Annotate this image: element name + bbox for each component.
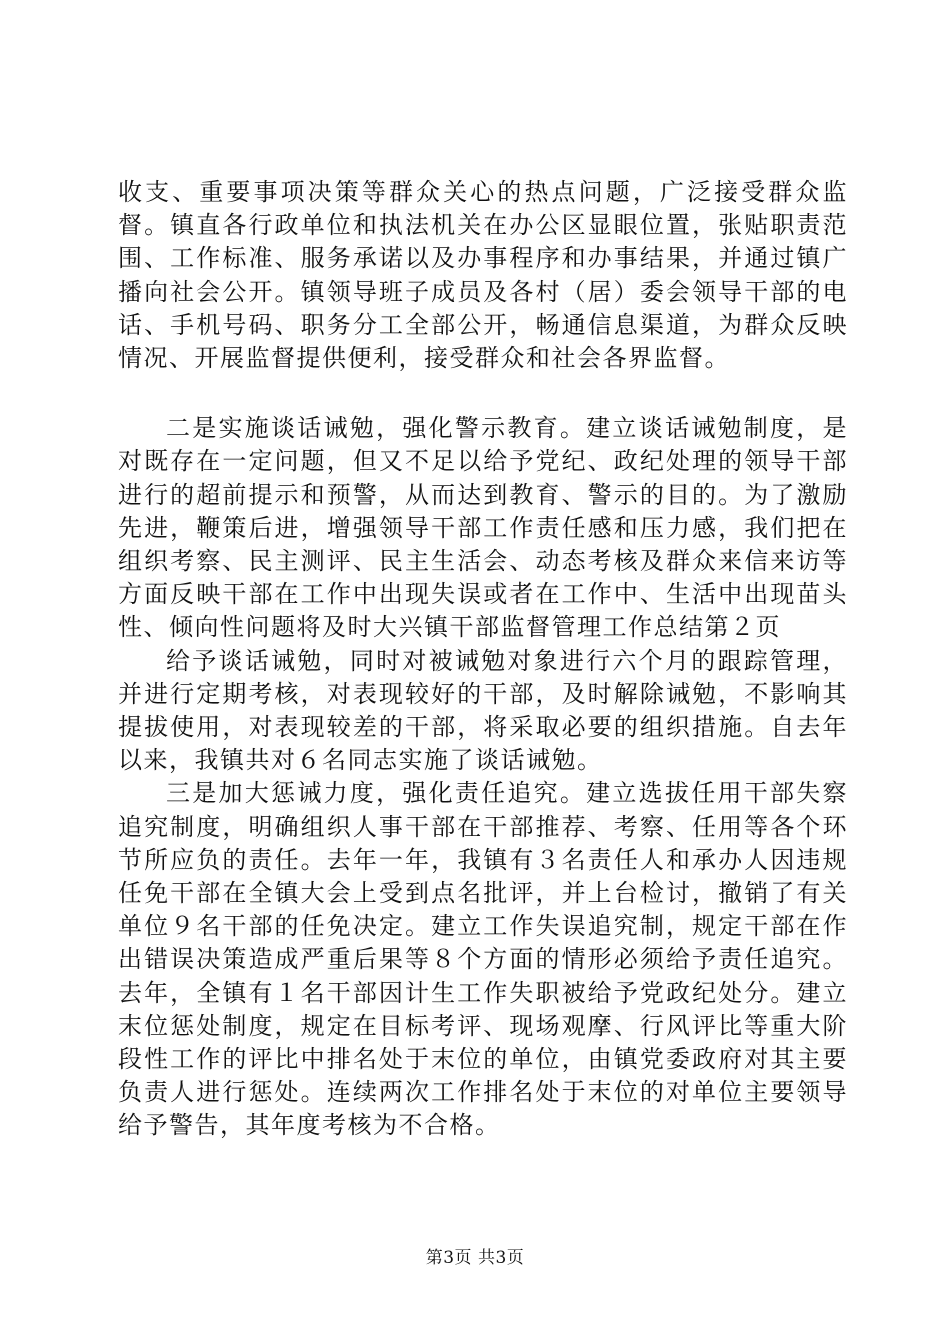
paragraph-talk-admonition: 二是实施谈话诫勉，强化警示教育。建立谈话诫勉制度，是对既存在一定问题，但又不足以给予党纪、政纪处理的领导干部进行的超前提示和预警，从而达到教育、警示的目的。为了激励先进，鞭策后进，增强领导干部工作责任感和压力感，我们把在组织考察、民主测评、民主生活会、动态考核及群众来信来访等方面反映干部在工作中出现失误或者在工作中、生活中出现苗头性、倾向性问题将及时大兴镇干部监督管理工作总结第２页 bbox=[118, 414, 848, 642]
paragraph-continued: 收支、重要事项决策等群众关心的热点问题，广泛接受群众监督。镇直各行政单位和执法机关在办公区显眼位置，张贴职责范围、工作标准、服务承诺以及办事程序和办事结果，并通过镇广播向社会公开。镇领导班子成员及各村（居）委会领导干部的电话、手机号码、职务分工全部公开，畅通信息渠道，为群众反映情况、开展监督提供便利，接受群众和社会各界监督。 bbox=[118, 178, 848, 373]
page-footer: 第3页 共3页 bbox=[425, 1248, 525, 1268]
paragraph-gap bbox=[118, 375, 848, 412]
paragraph-follow-up-management: 给予谈话诫勉，同时对被诫勉对象进行六个月的跟踪管理，并进行定期考核，对表现较好的干部，及时解除诫勉，不影响其提拔使用，对表现较差的干部，将采取必要的组织措施。自去年以来，我镇共对６名同志实施了谈话诫勉。 bbox=[118, 646, 848, 775]
paragraph-accountability: 三是加大惩诫力度，强化责任追究。建立选拔任用干部失察追究制度，明确组织人事干部在干部推荐、考察、任用等各个环节所应负的责任。去年一年，我镇有３名责任人和承办人因违规任免干部在全镇大会上受到点名批评，并上台检讨，撤销了有关单位９名干部的任免决定。建立工作失误追究制，规定干部在作出错误决策造成严重后果等８个方面的情形必须给予责任追究。去年，全镇有１名干部因计生工作失职被给予党政纪处分。建立末位惩处制度，规定在目标考评、现场观摩、行风评比等重大阶段性工作的评比中排名处于末位的单位，由镇党委政府对其主要负责人进行惩处。连续两次工作排名处于末位的对单位主要领导给予警告，其年度考核为不合格。 bbox=[118, 779, 848, 1140]
document-body bbox=[118, 176, 848, 1143]
